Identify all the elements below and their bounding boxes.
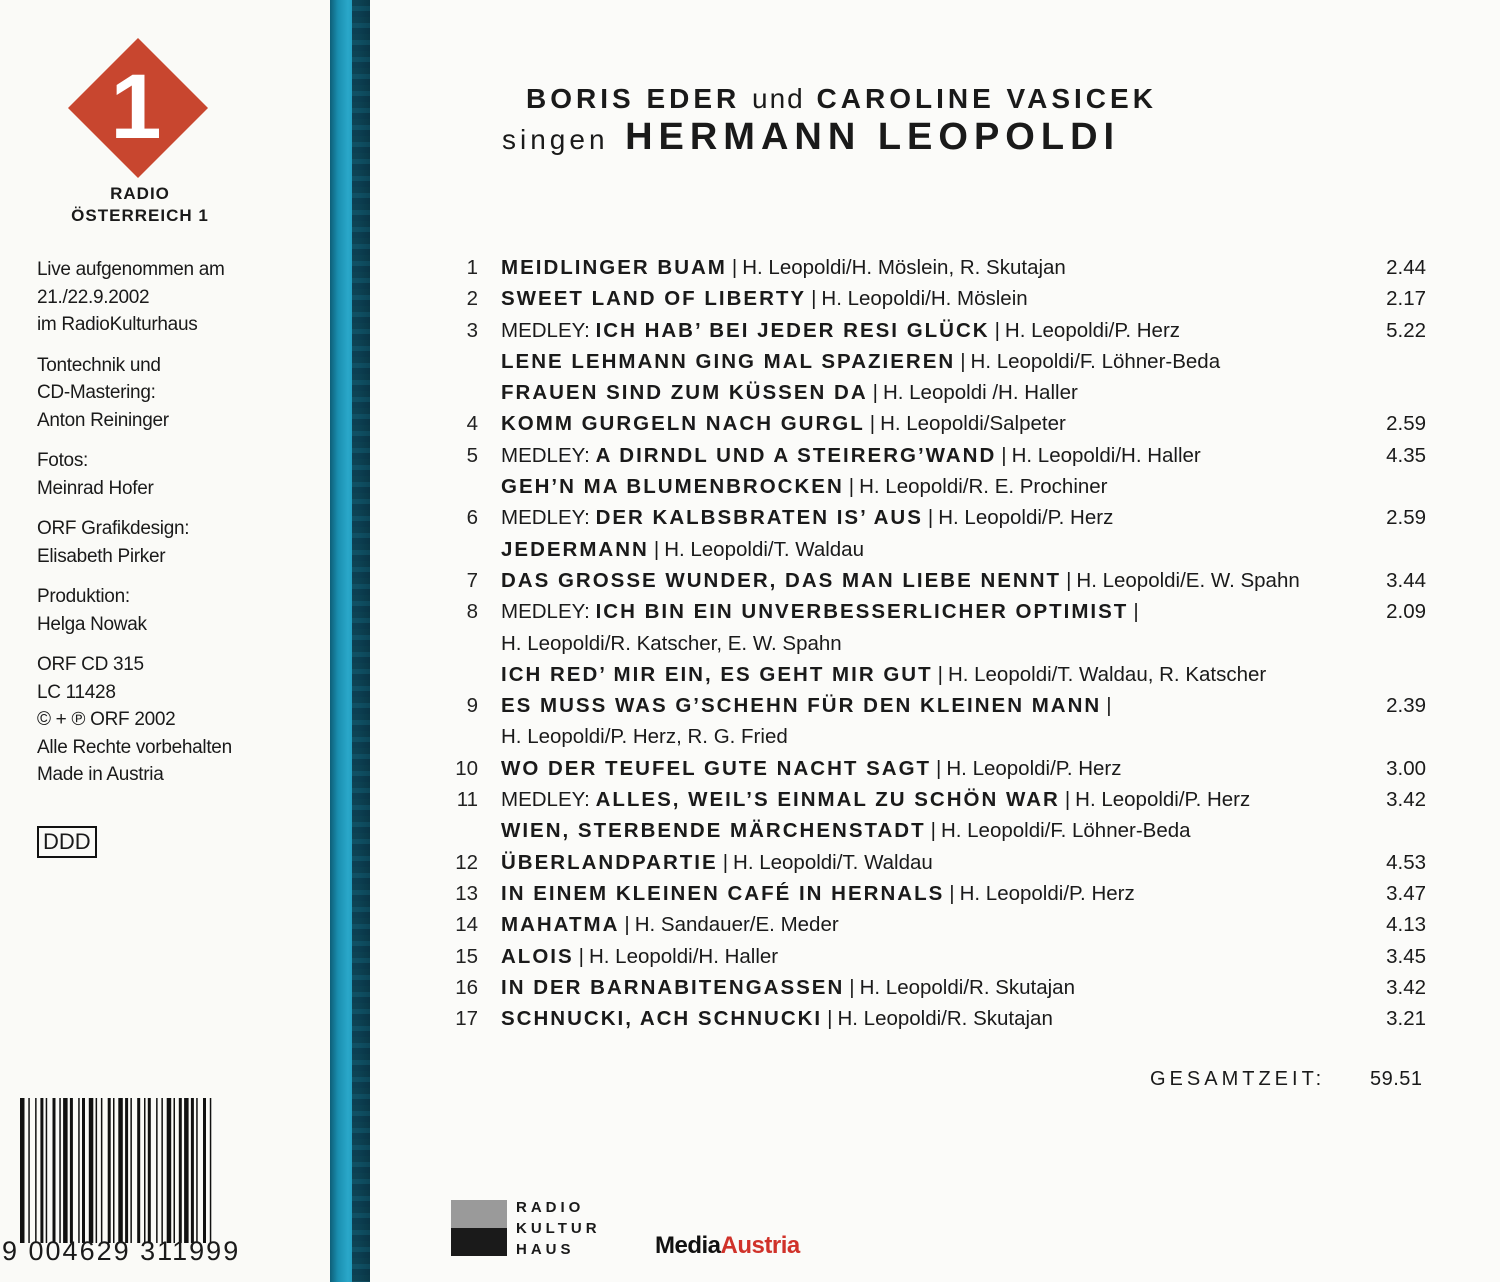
credit-line: © + ℗ ORF 2002 [37,709,176,730]
track-credit: H. Leopoldi/P. Herz [1004,318,1181,342]
barcode-bar [203,1098,206,1243]
track-row [440,628,1440,659]
track-text [501,878,1135,909]
medley-prefix: MEDLEY: [501,506,596,530]
track-credit: H. Leopoldi/T. Waldau [664,537,864,561]
track-text [501,283,1028,314]
barcode-bar [156,1098,158,1243]
track-row [440,315,1440,346]
barcode-bar [148,1098,151,1243]
track-title: KOMM GURGELN NACH GURGL [501,412,865,436]
track-number: 6 [466,506,478,530]
track-text [501,502,1113,533]
credit-line: Produktion: [37,586,130,607]
barcode-bar [210,1098,212,1243]
track-title: DER KALBSBRATEN IS’ AUS [595,506,923,530]
track-row [440,878,1440,909]
track-row [440,1003,1440,1034]
barcode-bar [144,1098,146,1243]
barcode-bar [40,1098,43,1243]
track-title: SCHNUCKI, ACH SCHNUCKI [501,1007,823,1031]
radiokulturhaus-icon [451,1200,507,1256]
track-duration: 2.39 [1386,694,1426,718]
track-title: JEDERMANN [501,537,649,561]
radio-oe1-logo [68,38,208,178]
barcode-digits: 9 004629 311999 [2,1236,241,1266]
track-row [440,471,1440,502]
barcode-bar [20,1098,25,1243]
credit-line: Alle Rechte vorbehalten [37,736,232,758]
track-text [501,596,1144,627]
track-text [501,628,842,659]
barcode-bar [118,1098,123,1243]
track-title: ES MUSS WAS G’SCHEHN FÜR DEN KLEINEN MANN [501,694,1102,718]
separator: | [927,506,934,530]
track-title: IN EINEM KLEINEN CAFÉ IN HERNALS [501,881,945,905]
barcode-bar [174,1098,176,1243]
track-title: ICH HAB’ BEI JEDER RESI GLÜCK [595,318,990,342]
track-credit: H. Leopoldi/T. Waldau, R. Katscher [947,662,1267,686]
singen-text: singen [502,124,609,155]
track-number: 16 [455,975,478,999]
separator: | [872,381,878,405]
mediaaustria-part2: Austria [720,1232,800,1259]
credit-line: Anton Reininger [37,409,169,431]
track-text [501,1003,1053,1034]
track-duration: 4.35 [1386,443,1426,467]
separator: | [994,318,1000,342]
tracklist [440,252,1440,1034]
track-number: 3 [466,318,478,342]
track-text [501,972,1075,1003]
track-duration: 2.59 [1386,506,1426,530]
credit-line: 21./22.9.2002 [37,286,150,308]
medley-prefix: MEDLEY: [501,318,596,342]
track-credit: H. Leopoldi/R. Skutajan [859,975,1075,999]
credit-line: im RadioKulturhaus [37,314,198,335]
credit-line: CD-Mastering: [37,382,156,403]
track-text [501,440,1201,471]
track-duration: 2.44 [1386,256,1426,279]
separator: | [949,881,955,905]
credit-line: Made in Austria [37,764,164,785]
credit-line: Elisabeth Pirker [37,545,166,567]
barcode [18,1098,306,1243]
track-number: 1 [466,256,478,279]
track-credit: H. Leopoldi/F. Löhner-Beda [940,819,1191,843]
track-duration: 2.09 [1386,600,1426,624]
track-duration: 4.53 [1386,850,1426,874]
radiokulturhaus-line: HAUS [516,1241,575,1258]
separator: | [578,944,584,968]
artists-line [526,82,1157,116]
track-title: MEIDLINGER BUAM [501,256,727,279]
track-credit: H. Leopoldi/H. Haller [588,944,779,968]
spine-dark-edge [352,0,370,1282]
track-number: 8 [466,600,478,624]
track-text [501,941,778,972]
track-credit: H. Leopoldi/R. Skutajan [837,1007,1053,1031]
separator: | [827,1007,833,1031]
track-row [440,565,1440,596]
track-row [440,283,1440,314]
track-text [501,471,1108,502]
separator: | [624,913,630,937]
track-row [440,440,1440,471]
separator: | [811,287,817,311]
barcode-bar [113,1098,115,1243]
separator: | [1001,443,1007,467]
barcode-bar [101,1098,103,1243]
track-text [501,252,1066,283]
track-title: ALLES, WEIL’S EINMAL ZU SCHÖN WAR [595,788,1060,812]
barcode-bar [35,1098,37,1243]
track-duration: 2.59 [1386,412,1426,436]
artist-2: CAROLINE VASICEK [816,83,1157,114]
track-text [501,408,1066,439]
track-text [501,815,1191,846]
track-number: 5 [466,443,478,467]
separator: | [960,349,966,373]
track-row [440,909,1440,940]
credit-group [37,515,317,570]
barcode-bar [59,1098,61,1243]
und-text: und [752,83,805,114]
barcode-bar [28,1098,30,1243]
separator: | [722,850,729,874]
track-title: A DIRNDL UND A STEIRERG’WAND [595,443,997,467]
separator: | [849,975,855,999]
separator: | [848,475,855,499]
track-row [440,941,1440,972]
track-credit: H. Leopoldi/H. Möslein, R. Skutajan [742,256,1066,279]
track-number: 9 [466,694,478,718]
barcode-bar [53,1098,56,1243]
track-row [440,847,1440,878]
barcode-bar [179,1098,182,1243]
track-text [501,909,839,940]
track-text [501,784,1250,815]
track-duration: 2.17 [1386,287,1426,311]
medley-prefix: MEDLEY: [501,443,596,467]
track-row [440,596,1440,627]
track-credit: H. Sandauer/E. Meder [634,913,839,937]
album-header [502,82,1157,161]
track-title: LENE LEHMANN GING MAL SPAZIEREN [501,349,956,373]
barcode-bar [161,1098,163,1243]
track-title: WO DER TEUFEL GUTE NACHT SAGT [501,756,932,780]
barcode-bar [63,1098,68,1243]
medley-prefix: MEDLEY: [501,788,596,812]
barcode-bar [78,1098,80,1243]
track-duration: 3.44 [1386,568,1426,592]
track-credit: H. Leopoldi/P. Herz [1075,788,1251,812]
credit-line: Tontechnik und [37,354,161,376]
track-title: IN DER BARNABITENGASSEN [501,975,845,999]
track-credit: H. Leopoldi/R. E. Prochiner [859,475,1108,499]
track-title: WIEN, STERBENDE MÄRCHENSTADT [501,819,926,843]
separator: | [1133,600,1139,624]
credit-group [37,447,317,502]
track-duration: 4.13 [1386,913,1426,937]
total-time-value: 59.51 [1370,1068,1423,1090]
mediaaustria-part1: Media [655,1232,721,1259]
track-text [501,377,1078,408]
total-time-label: GESAMTZEIT: [1150,1068,1326,1090]
track-credit: H. Leopoldi/T. Waldau [733,850,933,874]
credit-line: Meinrad Hofer [37,477,154,499]
track-title: DAS GROSSE WUNDER, DAS MAN LIEBE NENNT [501,568,1062,592]
track-row [440,815,1440,846]
track-credit: H. Leopoldi/Salpeter [880,412,1066,436]
separator: | [930,819,936,843]
track-duration: 3.42 [1386,975,1426,999]
separator: | [869,412,876,436]
credit-line: ORF CD 315 [37,654,144,675]
track-text [501,753,1122,784]
credit-group [37,352,317,435]
track-row [440,408,1440,439]
barcode-bar [96,1098,98,1243]
track-credit: H. Leopoldi/P. Herz [946,756,1122,780]
track-text [501,690,1117,721]
mediaaustria-logo [655,1232,800,1260]
track-number: 4 [466,412,478,436]
credit-group [37,651,317,789]
track-duration: 3.47 [1386,881,1426,905]
track-text [501,847,933,878]
track-number: 15 [455,944,478,968]
track-row [440,753,1440,784]
track-number: 2 [466,287,478,311]
radio-name-line1: RADIO [110,184,170,203]
barcode-bar [89,1098,94,1243]
track-row [440,659,1440,690]
track-number: 14 [455,913,478,937]
track-duration: 3.45 [1386,944,1426,968]
track-duration: 3.00 [1386,756,1426,780]
medley-prefix: MEDLEY: [501,600,596,624]
track-row [440,252,1440,283]
track-duration: 3.21 [1386,1007,1426,1031]
barcode-bar [108,1098,111,1243]
separator: | [1064,788,1071,812]
track-credit: H. Leopoldi /H. Haller [882,381,1078,405]
track-text [501,565,1300,596]
credit-line: Fotos: [37,450,88,471]
barcode-bar [82,1098,85,1243]
barcode-bar [184,1098,189,1243]
separator: | [1066,568,1072,592]
track-text [501,315,1180,346]
ddd-badge: DDD [37,826,97,858]
track-number: 10 [455,756,478,780]
barcode-bar [196,1098,198,1243]
credit-line: ORF Grafikdesign: [37,518,190,539]
track-title: ALOIS [501,944,574,968]
composer-name: HERMANN LEOPOLDI [625,116,1121,158]
barcode-bar [46,1098,48,1243]
radiokulturhaus-line: RADIO [516,1199,585,1216]
logo-number: 1 [110,56,162,158]
track-credit: H. Leopoldi/P. Herz [959,881,1135,905]
track-number: 17 [455,1007,478,1031]
separator: | [731,256,738,279]
track-text [501,346,1220,377]
track-credit: H. Leopoldi/H. Möslein [821,287,1028,311]
radio-name-line2: ÖSTERREICH 1 [71,206,209,225]
barcode-bar [130,1098,132,1243]
track-credit: H. Leopoldi/H. Haller [1011,443,1201,467]
track-row [440,377,1440,408]
track-text [501,534,864,565]
track-row [440,534,1440,565]
track-credit: H. Leopoldi/F. Löhner-Beda [970,349,1221,373]
track-title: FRAUEN SIND ZUM KÜSSEN DA [501,381,868,405]
radiokulturhaus-line: KULTUR [516,1220,601,1237]
track-duration: 3.42 [1386,788,1426,812]
track-row [440,690,1440,721]
radio-name [40,183,240,227]
radiokulturhaus-logo-text [516,1197,601,1260]
track-duration: 5.22 [1386,318,1426,342]
track-text [501,721,788,752]
track-number: 13 [455,881,478,905]
barcode-bar [125,1098,128,1243]
separator: | [1106,694,1112,718]
track-number: 7 [466,568,478,592]
track-credit: H. Leopoldi/R. Katscher, E. W. Spahn [501,631,842,655]
composer-line [502,116,1157,161]
separator: | [937,662,943,686]
barcode-bar [137,1098,140,1243]
track-row [440,346,1440,377]
track-title: GEH’N MA BLUMENBROCKEN [501,475,844,499]
barcode-bar [167,1098,172,1243]
track-title: ICH RED’ MIR EIN, ES GEHT MIR GUT [501,662,933,686]
track-credit: H. Leopoldi/E. W. Spahn [1076,568,1300,592]
track-title: MAHATMA [501,913,620,937]
track-credit: H. Leopoldi/P. Herz, R. G. Fried [501,725,788,749]
artist-1: BORIS EDER [526,83,741,114]
track-number: 11 [456,788,478,812]
track-text [501,659,1266,690]
track-title: SWEET LAND OF LIBERTY [501,287,807,311]
track-row [440,502,1440,533]
track-row [440,784,1440,815]
separator: | [936,756,942,780]
track-title: ÜBERLANDPARTIE [501,850,718,874]
credit-line: Helga Nowak [37,613,147,635]
credit-line: LC 11428 [37,681,116,703]
credit-line: Live aufgenommen am [37,259,225,280]
barcode-bar [191,1098,194,1243]
track-credit: H. Leopoldi/P. Herz [938,506,1114,530]
separator: | [653,537,660,561]
track-number: 12 [455,850,478,874]
track-title: ICH BIN EIN UNVERBESSERLICHER OPTIMIST [595,600,1129,624]
track-row [440,721,1440,752]
track-row [440,972,1440,1003]
credit-group [37,256,317,339]
credits-block [37,256,317,802]
credit-group [37,583,317,638]
barcode-bar [70,1098,73,1243]
